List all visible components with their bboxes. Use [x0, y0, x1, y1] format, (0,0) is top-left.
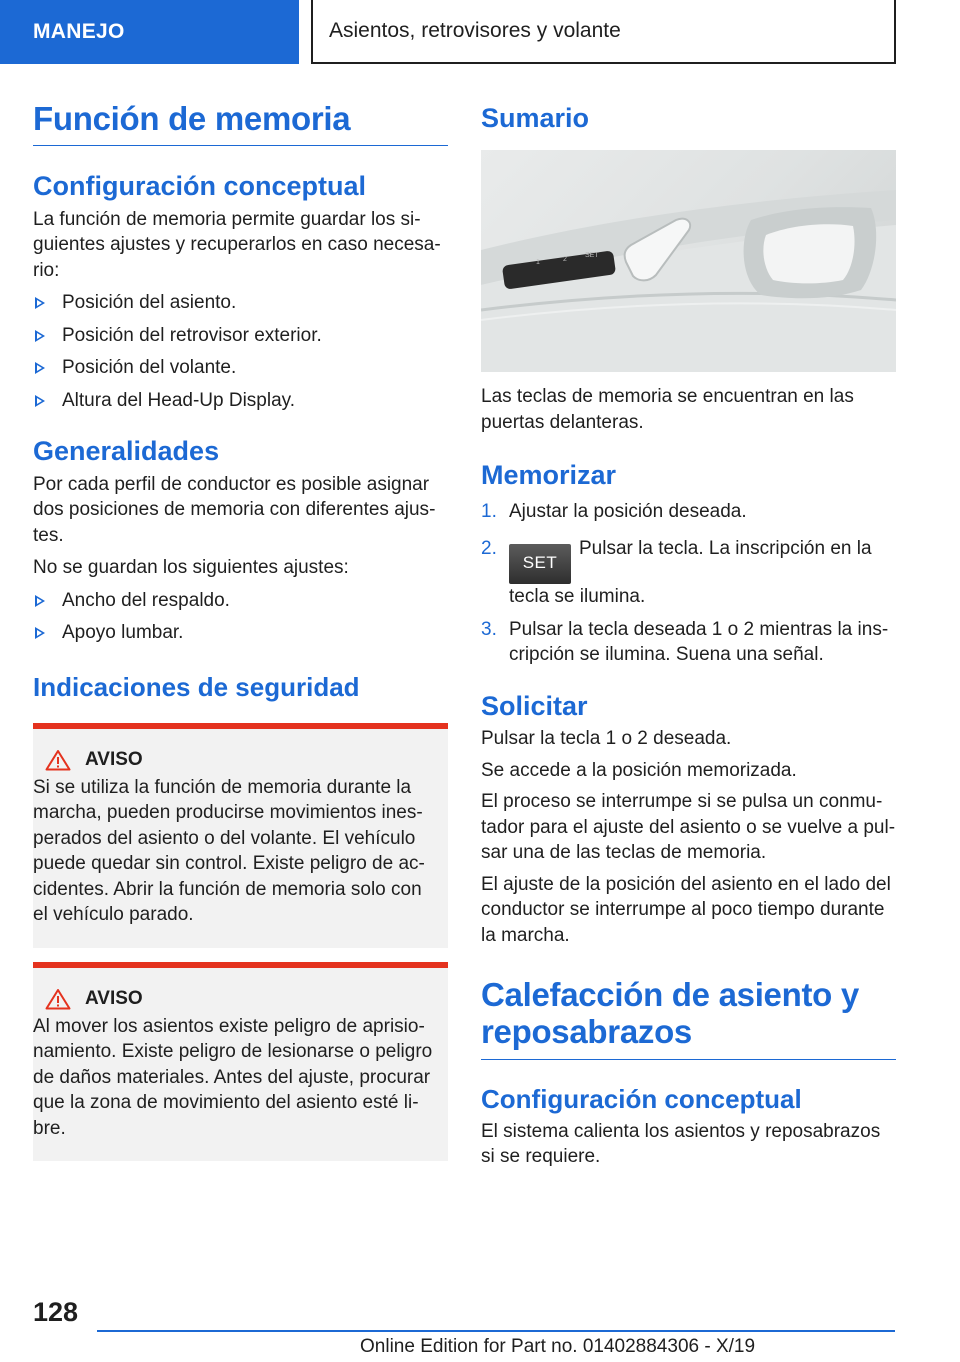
section-title: Función de memoria: [33, 100, 448, 146]
memorize-heading: Memorizar: [481, 460, 617, 491]
footer-divider: [97, 1330, 895, 1332]
general-list: [33, 588, 448, 646]
warning-text: Si se utiliza la función de memoria durante la marcha, pueden producirse movimientos inesperados del asiento o del volante. El vehículo puede quedar sin control. Existe peligro de accidentes. Abrir la función de memoria solo con el vehículo parado.: [33, 776, 425, 926]
triangle-bullet-icon: [35, 595, 45, 607]
triangle-bullet-icon: [35, 395, 45, 407]
warning-text: Al mover los asientos existe peligro de aprisionamiento. Existe peligro de lesionarse o peligro de daños materiales. Antes del ajuste, procurar que la zona de movimiento del asiento esté libre.: [33, 1015, 433, 1139]
list-item: 2. SETPulsar la tecla. La inscripción en la tecla se ilumina.: [481, 538, 872, 608]
list-item: Apoyo lumbar.: [33, 620, 448, 646]
memory-key-1: 1: [536, 259, 540, 267]
heating-concept-heading: Configuración conceptual: [481, 1083, 802, 1114]
concept-heading: Configuración conceptual: [33, 171, 367, 202]
memory-key-2: 2: [563, 256, 567, 264]
right-column: [481, 100, 896, 1170]
door-panel-image: [481, 150, 896, 372]
heating-text: El sistema calienta los asientos y reposabrazos si se requiere.: [481, 1120, 881, 1168]
warning-box: [33, 723, 448, 948]
header-section: MANEJO: [0, 0, 299, 64]
request-p4: El ajuste de la posición del asiento en el lado del conductor se interrumpe al poco tiempo durante la marcha.: [481, 873, 891, 946]
list-item: Posición del volante.: [33, 355, 448, 381]
request-p3: El proceso se interrumpe si se pulsa un conmutador para el ajuste del asiento o se vuelve a pulsar una de las teclas de memoria.: [481, 791, 896, 864]
triangle-bullet-icon: [35, 627, 45, 639]
concept-list: [33, 290, 448, 413]
footer-edition: Online Edition for Part no. 01402884306 - X/19: [360, 1336, 756, 1357]
request-p1: Pulsar la tecla 1 o 2 deseada.: [481, 728, 732, 750]
general-p2: No se guardan los siguientes ajustes:: [33, 557, 349, 579]
warning-title: AVISO: [33, 749, 436, 771]
warning-title: AVISO: [33, 988, 436, 1010]
triangle-bullet-icon: [35, 297, 45, 309]
list-item: 1. Ajustar la posición deseada.: [481, 500, 747, 522]
triangle-bullet-icon: [35, 330, 45, 342]
concept-intro: La función de memoria permite guardar los siguientes ajustes y recuperarlos en caso necesario:: [33, 208, 441, 281]
safety-heading: Indicaciones de seguridad: [33, 671, 360, 702]
request-p2: Se accede a la posición memorizada.: [481, 759, 797, 781]
heating-title: Calefacción de asiento y reposabrazos: [481, 976, 896, 1060]
summary-caption: Las teclas de memoria se encuentran en las puertas delanteras.: [481, 386, 854, 433]
general-heading: Generalidades: [33, 436, 220, 467]
list-item: Posición del retrovisor exterior.: [33, 323, 448, 349]
general-p1: Por cada perfil de conductor es posible asignar dos posiciones de memoria con diferentes ajustes.: [33, 473, 436, 546]
warning-triangle-icon: [45, 749, 71, 771]
left-column: [33, 100, 448, 1161]
header-chapter: Asientos, retrovisores y volante: [311, 0, 896, 64]
memorize-steps: [481, 499, 896, 668]
list-item: Ancho del respaldo.: [33, 588, 448, 614]
list-item: Posición del asiento.: [33, 290, 448, 316]
list-item: 3. Pulsar la tecla deseada 1 o 2 mientras la inscripción se ilumina. Suena una señal.: [481, 618, 889, 666]
page-number: 128: [33, 1297, 79, 1327]
triangle-bullet-icon: [35, 362, 45, 374]
request-heading: Solicitar: [481, 690, 588, 721]
memory-key-set: SET: [585, 252, 599, 260]
warning-triangle-icon: [45, 988, 71, 1010]
warning-box: [33, 962, 448, 1162]
list-item: Altura del Head-Up Display.: [33, 388, 448, 414]
summary-heading: Sumario: [481, 103, 590, 133]
set-key-icon: SET: [509, 544, 571, 584]
